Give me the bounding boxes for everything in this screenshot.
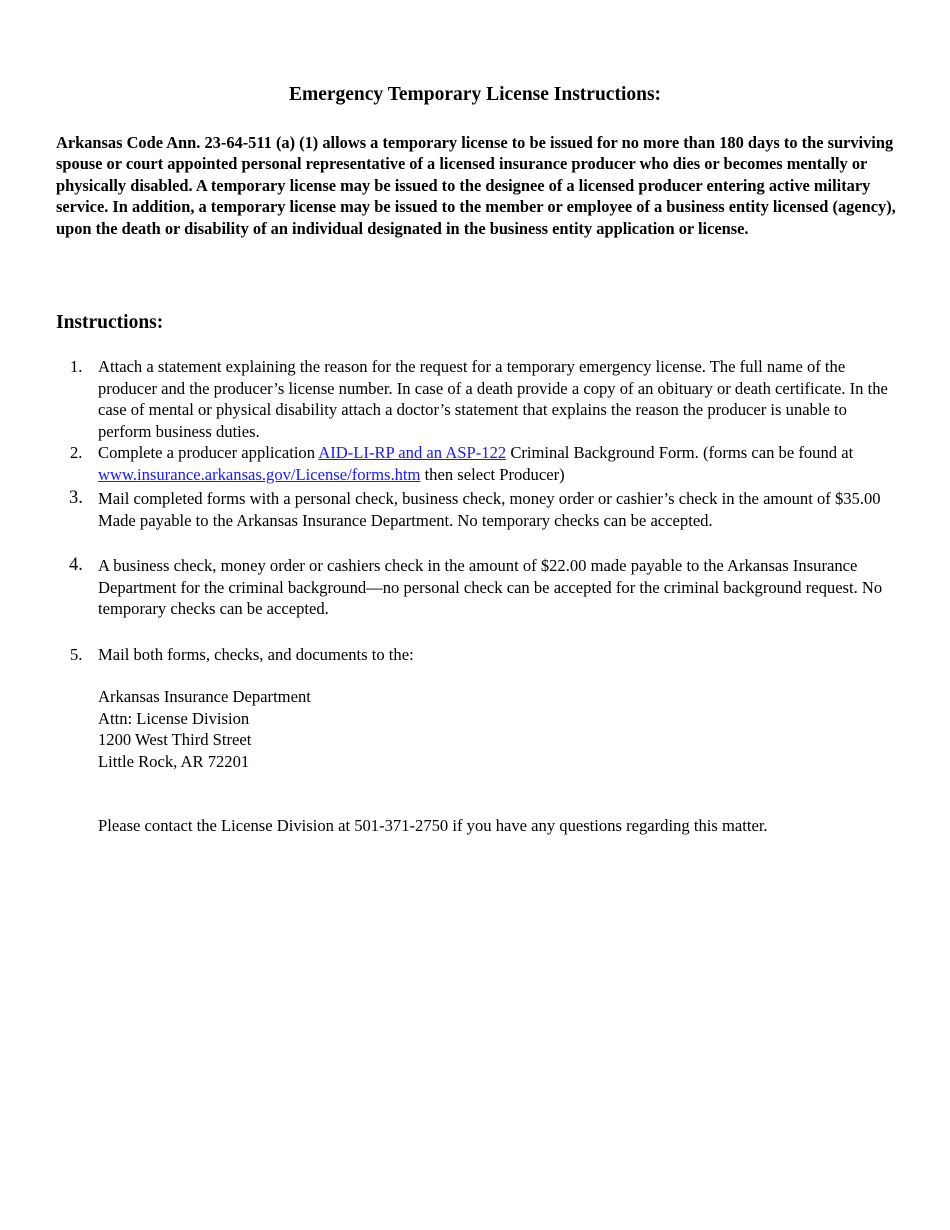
list-item-number: 2. (70, 443, 83, 462)
instructions-heading: Instructions: (56, 312, 164, 333)
contact-note: Please contact the License Division at 501-371-2750 if you have any questions regarding this matter. (98, 816, 768, 835)
list-item-text: Attach a statement explaining the reason for the request for a temporary emergency license. The full name of the producer and the producer’s license number. In case of a death provide a copy of an obituary or death certificate. In the case of mental or physical disability attach a doctor’s statement that explains the reason the producer is unable to perform business duties. (98, 357, 888, 441)
list-item-text: Mail completed forms with a personal check, business check, money order or cashier’s check in the amount of $35.00 Made payable to the Arkansas Insurance Department. No temporary checks can be accepted. (98, 489, 881, 530)
list-item-text: A business check, money order or cashiers check in the amount of $22.00 made payable to the Arkansas Insurance Department for the criminal background—no personal check can be accepted for the criminal background request. No temporary checks can be accepted. (98, 556, 883, 618)
address-line: 1200 West Third Street (98, 730, 252, 749)
list-item-text-part: Criminal Background Form. (forms can be found at (506, 443, 854, 462)
list-item (56, 442, 896, 485)
forms-website-link[interactable]: www.insurance.arkansas.gov/License/forms.htm (98, 464, 421, 484)
forms-application-link[interactable]: AID-LI-RP and an ASP-122 (318, 443, 507, 462)
list-item-number: 5. (70, 645, 83, 664)
address-line: Arkansas Insurance Department (98, 687, 311, 706)
list-item-text: Mail both forms, checks, and documents to the: (98, 645, 414, 664)
address-line: Little Rock, AR 72201 (98, 751, 250, 771)
page-title: Emergency Temporary License Instructions: (288, 84, 662, 105)
list-item-number: 4. (69, 555, 83, 575)
list-item (56, 488, 896, 531)
list-item-text-part: then select Producer) (420, 464, 565, 484)
list-item (56, 356, 896, 442)
list-item-number: 1. (70, 357, 83, 376)
list-item (56, 555, 896, 620)
list-item-text (98, 442, 896, 485)
intro-paragraph: Arkansas Code Ann. 23-64-511 (a) (1) allows a temporary license to be issued for no more than 180 days to the surviving spouse or court appointed personal representative of a licensed insurance producer who dies or becomes mentally or physically disabled. A temporary license may be issued to the designee of a licensed producer entering active military service. In addition, a temporary license may be issued to the member or employee of a business entity licensed (agency), upon the death or disability of an individual designated in the business entity application or license. (56, 133, 896, 238)
list-item-text-part: Complete a producer application (98, 443, 319, 462)
list-item (56, 644, 896, 666)
mailing-address (98, 686, 311, 772)
address-line: Attn: License Division (98, 708, 250, 728)
list-item-number: 3. (69, 488, 83, 508)
